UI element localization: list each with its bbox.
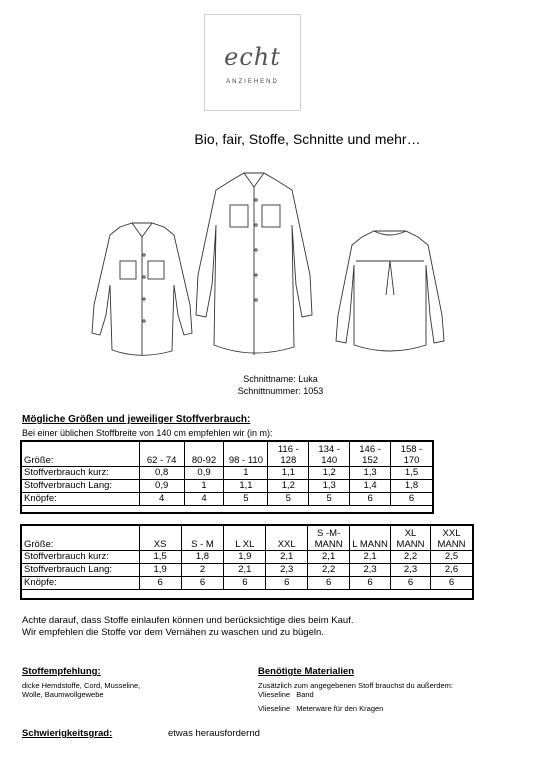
material-item	[258, 690, 314, 699]
size-table-adults	[21, 525, 473, 590]
cell: 5	[268, 493, 309, 506]
cell: 1,8	[181, 551, 224, 564]
table1-header-row	[22, 442, 433, 467]
shirt-back-illustration	[336, 231, 444, 351]
row-label: Stoffverbrauch Lang:	[22, 564, 140, 577]
cell: 2,2	[308, 564, 350, 577]
material-desc: Band	[296, 690, 314, 699]
cell: 1,5	[139, 551, 181, 564]
cell: 1,5	[391, 467, 433, 480]
table1-header: 80-92	[184, 442, 224, 467]
logo-script: echt	[224, 43, 281, 71]
table-row	[22, 493, 433, 506]
cell: 2,1	[350, 551, 391, 564]
cell: 1,9	[139, 564, 181, 577]
table2-header: L XL	[224, 526, 266, 551]
table2-header: L MANN	[350, 526, 391, 551]
cell: 6	[266, 577, 308, 590]
cell: 1,8	[391, 480, 433, 493]
difficulty-value: etwas herausfordernd	[168, 728, 260, 739]
pattern-name: Schnittname: Luka	[243, 374, 318, 384]
table2-header: XXL MANN	[431, 526, 473, 551]
table-row	[22, 551, 473, 564]
cell: 0,9	[139, 480, 184, 493]
cell: 1,4	[350, 480, 391, 493]
row-label: Stoffverbrauch Lang:	[22, 480, 140, 493]
materials-intro: Zusätzlich zum angegebenen Stoff brauchst du außerdem:	[258, 681, 453, 690]
row-label: Knöpfe:	[22, 493, 140, 506]
table1-label-header: Größe:	[22, 442, 140, 467]
table-row	[22, 577, 473, 590]
note-shrink: Achte darauf, dass Stoffe einlaufen können und berücksichtige dies beim Kauf.	[22, 615, 354, 626]
cell: 1,2	[268, 480, 309, 493]
cell: 2,3	[350, 564, 391, 577]
table1-header: 98 - 110	[224, 442, 268, 467]
cell: 6	[350, 577, 391, 590]
cell: 1,3	[350, 467, 391, 480]
table2-header: XS	[139, 526, 181, 551]
table1-header: 146 - 152	[350, 442, 391, 467]
cell: 2,1	[224, 564, 266, 577]
material-desc: Meterware für den Kragen	[296, 704, 384, 713]
cell: 4	[184, 493, 224, 506]
sizes-heading: Mögliche Größen und jeweiliger Stoffverbrauch:	[22, 414, 251, 425]
fabric-line: Wolle, Baumwollgewebe	[22, 690, 104, 699]
cell: 6	[350, 493, 391, 506]
logo	[204, 14, 301, 111]
table2-header-row	[22, 526, 473, 551]
table2-label-header: Größe:	[22, 526, 140, 551]
cell: 1	[184, 480, 224, 493]
cell: 2,6	[431, 564, 473, 577]
cell: 6	[391, 493, 433, 506]
table-row	[22, 564, 473, 577]
material-name: Vlieseline	[258, 690, 291, 699]
row-label: Stoffverbrauch kurz:	[22, 551, 140, 564]
cell: 6	[224, 577, 266, 590]
cell: 2,1	[308, 551, 350, 564]
cell: 5	[309, 493, 350, 506]
fabric-heading: Stoffempfehlung:	[22, 666, 101, 677]
table1-header: 134 - 140	[309, 442, 350, 467]
shirt-front-long-illustration	[196, 173, 312, 355]
cell: 2,5	[431, 551, 473, 564]
table1-header: 62 - 74	[139, 442, 184, 467]
cell: 0,8	[139, 467, 184, 480]
table1-header: 116 - 128	[268, 442, 309, 467]
material-item	[258, 704, 383, 713]
table-row	[22, 467, 433, 480]
table2-header: XXL	[266, 526, 308, 551]
table2-header: S -M- MANN	[308, 526, 350, 551]
cell: 1,3	[309, 480, 350, 493]
cell: 1,9	[224, 551, 266, 564]
table2-header: S - M	[181, 526, 224, 551]
cell: 1,1	[224, 480, 268, 493]
cell: 6	[431, 577, 473, 590]
materials-heading: Benötigte Materialien	[258, 666, 355, 677]
cell: 2	[181, 564, 224, 577]
cell: 6	[391, 577, 431, 590]
size-table-children	[21, 441, 433, 506]
row-label: Knöpfe:	[22, 577, 140, 590]
sizes-note: Bei einer üblichen Stoffbreite von 140 cm empfehlen wir (in m):	[22, 428, 273, 438]
logo-subtitle: ANZIEHEND	[226, 79, 279, 85]
pattern-number: Schnittnummer: 1053	[237, 386, 324, 396]
difficulty-label: Schwierigkeitsgrad:	[22, 728, 113, 739]
shirt-illustrations	[80, 165, 460, 365]
cell: 1,2	[309, 467, 350, 480]
tagline: Bio, fair, Stoffe, Schnitte und mehr…	[194, 131, 421, 147]
table2-header: XL MANN	[391, 526, 431, 551]
table1-header: 158 - 170	[391, 442, 433, 467]
fabric-line: dicke Hemdstoffe, Cord, Musseline,	[22, 681, 141, 690]
cell: 5	[224, 493, 268, 506]
cell: 1,1	[268, 467, 309, 480]
cell: 6	[308, 577, 350, 590]
note-wash: Wir empfehlen die Stoffe vor dem Vernähen zu waschen und zu bügeln.	[22, 627, 324, 638]
cell: 6	[139, 577, 181, 590]
table-row	[22, 480, 433, 493]
cell: 2,2	[391, 551, 431, 564]
cell: 2,3	[266, 564, 308, 577]
cell: 1	[224, 467, 268, 480]
cell: 4	[139, 493, 184, 506]
cell: 0,9	[184, 467, 224, 480]
material-name: Vlieseline	[258, 704, 291, 713]
cell: 2,3	[391, 564, 431, 577]
shirt-front-small-illustration	[92, 223, 192, 355]
cell: 2,1	[266, 551, 308, 564]
row-label: Stoffverbrauch kurz:	[22, 467, 140, 480]
cell: 6	[181, 577, 224, 590]
